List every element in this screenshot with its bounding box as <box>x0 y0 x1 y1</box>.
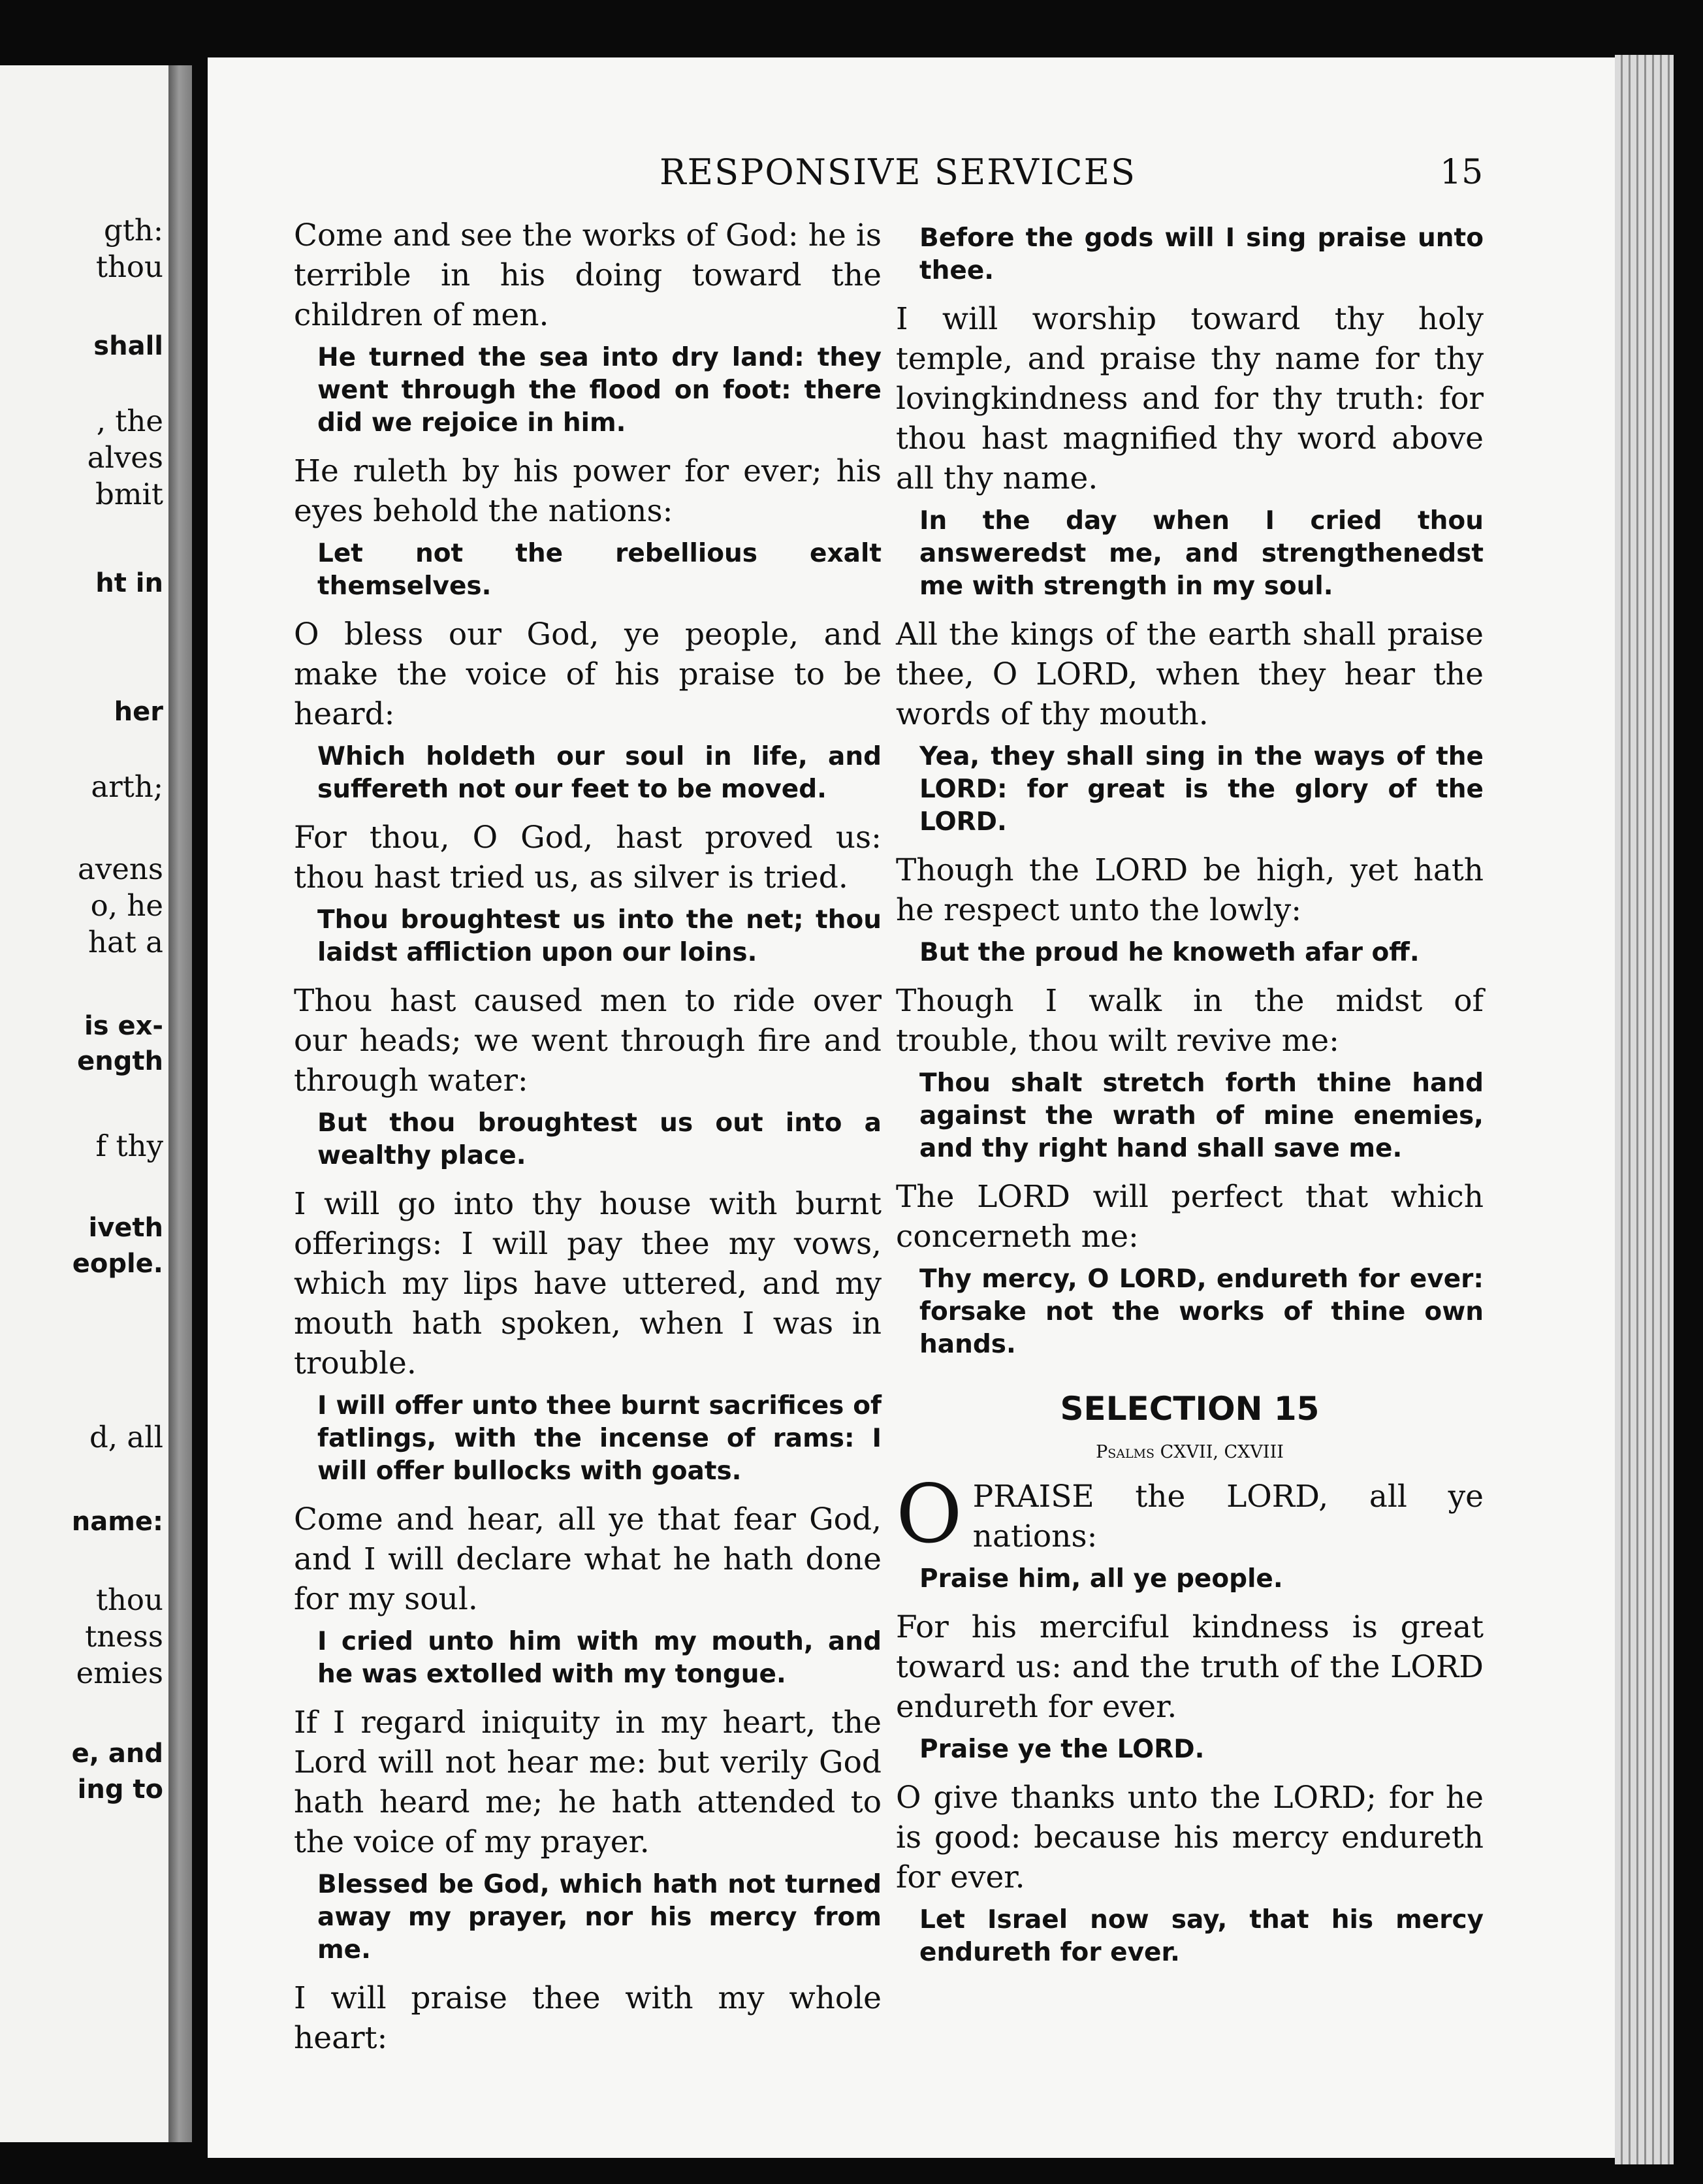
opening-text: PRAISE the LORD, all ye nations: <box>972 1479 1484 1554</box>
facing-page-fragment: hat a <box>88 925 163 959</box>
facing-page-fragment: is ex- <box>84 1011 163 1041</box>
response-verse: Yea, they shall sing in the ways of the LORD: for great is the glory of the LORD. <box>919 742 1484 837</box>
response-verse: Praise him, all ye people. <box>919 1564 1283 1594</box>
facing-page-fragment: gth: <box>103 213 163 248</box>
facing-page-fragment: alves <box>87 440 163 475</box>
facing-page-fragment: emies <box>76 1656 163 1690</box>
facing-page-fragment: thou <box>95 249 163 284</box>
leader-verse: For thou, O God, hast proved us: thou hast tried us, as silver is tried. <box>294 820 882 895</box>
selection-opening <box>896 1468 1484 1562</box>
facing-page-fragment: shall <box>93 331 163 361</box>
facing-page-fragment: avens <box>78 852 163 886</box>
facing-page-fragment: e, and <box>71 1739 163 1769</box>
response-verse: But the proud he knoweth afar off. <box>919 938 1420 967</box>
leader-verse: Though I walk in the midst of trouble, thou wilt revive me: <box>896 983 1484 1059</box>
page-edges <box>1615 55 1674 2164</box>
facing-page-fragment: , the <box>96 404 163 438</box>
leader-verse: I will go into thy house with burnt offerings: I will pay thee my vows, which my lips have uttered, and my mouth hath spoken, when I was in trouble. <box>294 1186 882 1381</box>
response-verse: Before the gods will I sing praise unto thee. <box>919 223 1484 285</box>
facing-page-fragment: name: <box>71 1507 163 1537</box>
right-column-verses <box>896 222 1484 1361</box>
leader-verse: I will worship toward thy holy temple, and praise thy name for thy lovingkindness and for thy truth: for thou hast magnified thy word above all thy name. <box>896 301 1484 496</box>
response-verse: I cried unto him with my mouth, and he was extolled with my tongue. <box>317 1627 882 1689</box>
facing-page-fragment: ht in <box>95 568 163 598</box>
facing-page-fragment: iveth <box>88 1213 163 1243</box>
facing-page-fragment: tness <box>85 1619 163 1654</box>
page-number: 15 <box>1440 153 1484 192</box>
response-verse: Thou shalt stretch forth thine hand against the wrath of mine enemies, and thy right hand shall save me. <box>919 1068 1484 1163</box>
facing-page-fragment: thou <box>95 1582 163 1617</box>
selection-title: SELECTION 15 <box>1060 1390 1320 1428</box>
response-verse: But thou broughtest us out into a wealthy place. <box>317 1108 882 1170</box>
response-verse: Thou broughtest us into the net; thou laidst affliction upon our loins. <box>317 905 882 967</box>
facing-page-fragment: her <box>114 697 163 727</box>
leader-verse: For his merciful kindness is great toward us: and the truth of the LORD endureth for ever. <box>896 1609 1484 1725</box>
response-verse: He turned the sea into dry land: they went through the flood on foot: there did we rejoice in him. <box>317 343 882 438</box>
selection-source: Psalms CXVII, CXVIII <box>1096 1442 1284 1462</box>
leader-verse: Come and see the works of God: he is terrible in his doing toward the children of men. <box>294 217 882 333</box>
facing-page-fragment: arth; <box>91 769 163 804</box>
response-verse: Let not the rebellious exalt themselves. <box>317 539 882 601</box>
leader-verse: If I regard iniquity in my heart, the Lord will not hear me: but verily God hath heard me; he hath attended to the voice of my prayer. <box>294 1705 882 1860</box>
left-column <box>294 216 882 2064</box>
facing-page <box>0 65 171 2142</box>
response-verse: Which holdeth our soul in life, and suffereth not our feet to be moved. <box>317 742 882 804</box>
response-verse: Blessed be God, which hath not turned away my prayer, nor his mercy from me. <box>317 1870 882 1965</box>
leader-verse: I will praise thee with my whole heart: <box>294 1980 882 2056</box>
book-gutter <box>168 65 192 2142</box>
leader-verse: Though the LORD be high, yet hath he respect unto the lowly: <box>896 852 1484 928</box>
leader-verse: Thou hast caused men to ride over our heads; we went through fire and through water: <box>294 983 882 1099</box>
facing-page-fragment: ength <box>77 1046 163 1076</box>
leader-verse: Come and hear, all ye that fear God, and I will declare what he hath done for my soul. <box>294 1502 882 1617</box>
leader-verse: O give thanks unto the LORD; for he is good: because his mercy endureth for ever. <box>896 1780 1484 1895</box>
leader-verse: He ruleth by his power for ever; his eyes behold the nations: <box>294 453 882 529</box>
response-verse: Praise ye the LORD. <box>919 1735 1205 1764</box>
running-head: RESPONSIVE SERVICES <box>660 152 1137 193</box>
response-verse: Let Israel now say, that his mercy endureth for ever. <box>919 1905 1484 1967</box>
drop-cap: O <box>896 1468 963 1562</box>
facing-page-fragment: f thy <box>95 1129 163 1163</box>
facing-page-fragment: bmit <box>95 477 163 511</box>
facing-page-fragment: d, all <box>89 1420 163 1454</box>
right-column <box>896 222 1484 1981</box>
leader-verse: O bless our God, ye people, and make the voice of his praise to be heard: <box>294 617 882 732</box>
facing-page-fragment: eople. <box>72 1249 163 1279</box>
leader-verse: The LORD will perfect that which concerneth me: <box>896 1179 1484 1255</box>
facing-page-fragment: o, he <box>90 888 163 923</box>
response-verse: I will offer unto thee burnt sacrifices of fatlings, with the incense of rams: I will offer bullocks with goats. <box>317 1391 882 1486</box>
response-verse: In the day when I cried thou answeredst me, and strengthenedst me with strength in my soul. <box>919 506 1484 601</box>
facing-page-fragment: ing to <box>77 1774 163 1805</box>
response-verse: Thy mercy, O LORD, endureth for ever: forsake not the works of thine own hands. <box>919 1264 1484 1359</box>
selection-verses <box>896 1563 1484 1969</box>
leader-verse: All the kings of the earth shall praise thee, O LORD, when they hear the words of thy mouth. <box>896 617 1484 732</box>
